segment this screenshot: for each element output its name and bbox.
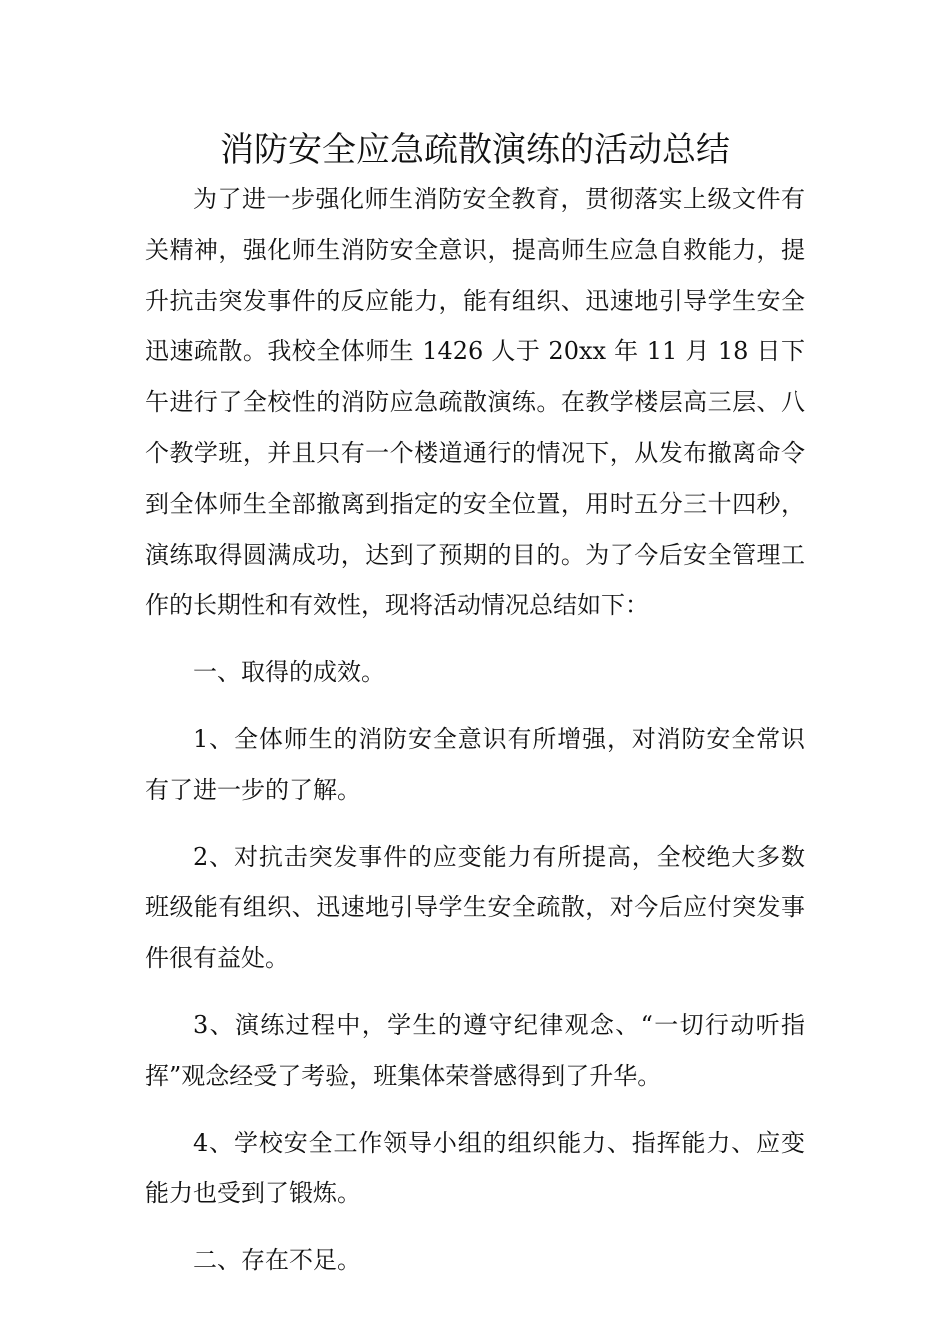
document-body	[145, 174, 805, 1286]
paragraph-item-4: 4、学校安全工作领导小组的组织能力、指挥能力、应变能力也受到了锻炼。	[145, 1128, 805, 1208]
section-heading-shortcomings: 二、存在不足。	[193, 1246, 361, 1275]
paragraph-item-2: 2、对抗击突发事件的应变能力有所提高，全校绝大多数班级能有组织、迅速地引导学生安全疏散，对今后应付突发事件很有益处。	[145, 842, 805, 973]
paragraph-item-1: 1、全体师生的消防安全意识有所增强，对消防安全常识有了进一步的了解。	[145, 724, 805, 804]
document-title: 消防安全应急疏散演练的活动总结	[220, 130, 730, 170]
paragraph-intro: 为了进一步强化师生消防安全教育，贯彻落实上级文件有关精神，强化师生消防安全意识，提高师生应急自救能力，提升抗击突发事件的反应能力，能有组织、迅速地引导学生安全迅速疏散。我校全体师生 1426 人于 20xx 年 11 月 18 日下午进行了全校性的消防应急疏散演练。在教学楼层高三层、八个教学班，并且只有一个楼道通行的情况下，从发布撤离命令到全体师生全部撤离到指定的安全位置，用时五分三十四秒，演练取得圆满成功，达到了预期的目的。为了今后安全管理工作的长期性和有效性，现将活动情况总结如下：	[145, 185, 805, 620]
paragraph-item-3: 3、演练过程中，学生的遵守纪律观念、“一切行动听指挥”观念经受了考验，班集体荣誉感得到了升华。	[145, 1010, 805, 1090]
section-heading-achievements: 一、取得的成效。	[193, 658, 385, 687]
